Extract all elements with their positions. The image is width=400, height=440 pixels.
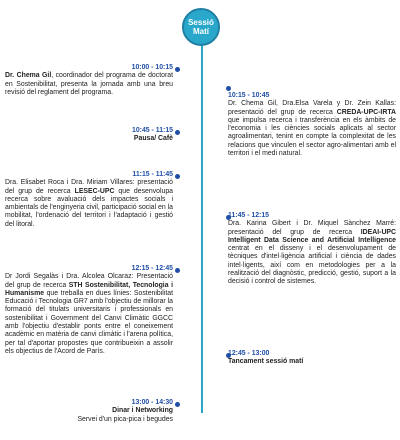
entry-title: Pausa/ Cafè: [133, 135, 173, 143]
entry-time: 10:45 - 11:15: [132, 127, 173, 134]
entry-text: [5, 179, 173, 229]
entry-text: [5, 72, 173, 97]
entry-description: Dr. Chema Gil, Dra.Elsa Varela y Dr. Zein Kallas: presentació del grup de recerca: [228, 100, 396, 116]
entry-description: , coordinador del programa de doctorat en Sostenibilitat, presenta la jornada amb una breu revisió del reglament del programa.: [5, 72, 173, 96]
entry-description-cont: que desenvolupa recerca sobre avaluació dels impactes socials i ambientals de l'enginyeria civil, participació social en la mobilitat, l'ordenació del territori i l'adaptació i gestió del litoral.: [5, 187, 173, 228]
entry-description: Dr Jordi Segalàs i Dra. Alcolea Olcaraz: Presentació del grup de recerca: [5, 273, 173, 289]
session-badge-line1: Sessió: [188, 18, 214, 27]
agenda-entry: [5, 127, 173, 144]
entry-speaker: Dr. Chema Gil: [5, 72, 52, 80]
agenda-entry: [228, 212, 396, 287]
entry-text: [228, 100, 396, 158]
entry-description: Servei d'un pica-pica i begudes: [77, 415, 173, 423]
agenda-entry: [228, 350, 396, 367]
entry-group: STH Sostenibilitat, Tecnologia i Humanisme: [5, 281, 173, 297]
entry-description-cont: que treballa en dues línies: Sostenibilitat Educació i Tecnologia GR7 amb l'objectiu de millorar la formació del titulats universitaris i professionals en sostenibilitat i Government del Canvi Climàtic GGCC amb l'objectiu d'establir ponts entre el coneixement acadèmic en matèria de canvi climàtic i l'arena política, per tal d'aportar propostes que contribueixin a assolir els objectius de l'Acord de París.: [5, 289, 173, 355]
entry-group: IDEAI-UPC Intelligent Data Science and Artificial Intelligence: [228, 228, 396, 244]
agenda-entry: [5, 171, 173, 229]
agenda-entry: [5, 265, 173, 356]
entry-title: Dinar i Networking: [112, 407, 173, 415]
entry-time: 10:00 - 10:15: [131, 64, 173, 71]
timeline-dot: [175, 130, 180, 135]
entry-time: 11:45 - 12:15: [228, 212, 269, 219]
timeline-dot: [175, 402, 180, 407]
session-badge-line2: Matí: [193, 27, 209, 36]
entry-text: [228, 220, 396, 286]
session-badge: [182, 8, 220, 46]
timeline-dot: [175, 67, 180, 72]
entry-time: 10:15 - 10:45: [228, 92, 270, 99]
entry-group: CREDA-UPC-IRTA: [336, 108, 396, 116]
timeline-line: [201, 35, 203, 413]
agenda-entry: [228, 92, 396, 158]
agenda-entry: [5, 399, 173, 424]
entry-description-cont: que impulsa recerca i transferència en els àmbits de l'economia i les ciències socials aplicats al sector agroalimentari, tenint en compte la complexitat de les relacions que vinculen el sector agro-alimentari amb el territori i el medi natural.: [228, 116, 396, 158]
timeline-dot: [226, 86, 231, 91]
entry-time: 12:15 - 12:45: [131, 265, 173, 272]
entry-description: Dra. Karina Gibert i Dr. Miquel Sànchez Marré: presentació del grup de recerca: [228, 220, 396, 236]
agenda-entry: [5, 64, 173, 97]
entry-time: 13:00 - 14:30: [131, 399, 173, 406]
entry-description: Dra. Elisabet Roca i Dra. Miriam Villares: presentació del grup de recerca: [5, 179, 173, 195]
entry-time: 11:15 - 11:45: [132, 171, 173, 178]
entry-time: 12:45 - 13:00: [228, 350, 270, 357]
entry-description-cont: centrat en el disseny i el desenvolupament de tècniques d'intel·ligència artificial i ciència de dades intel·ligents, així com en metodologies per a la realització del diagnòstic, predicció, gestió, suport a la decisió i control de sistemes.: [228, 245, 396, 286]
entry-group: LESEC-UPC: [74, 187, 115, 195]
entry-text: [5, 273, 173, 356]
timeline-dot: [175, 268, 180, 273]
timeline-dot: [175, 174, 180, 179]
entry-title: Tancament sessió matí: [228, 358, 304, 366]
